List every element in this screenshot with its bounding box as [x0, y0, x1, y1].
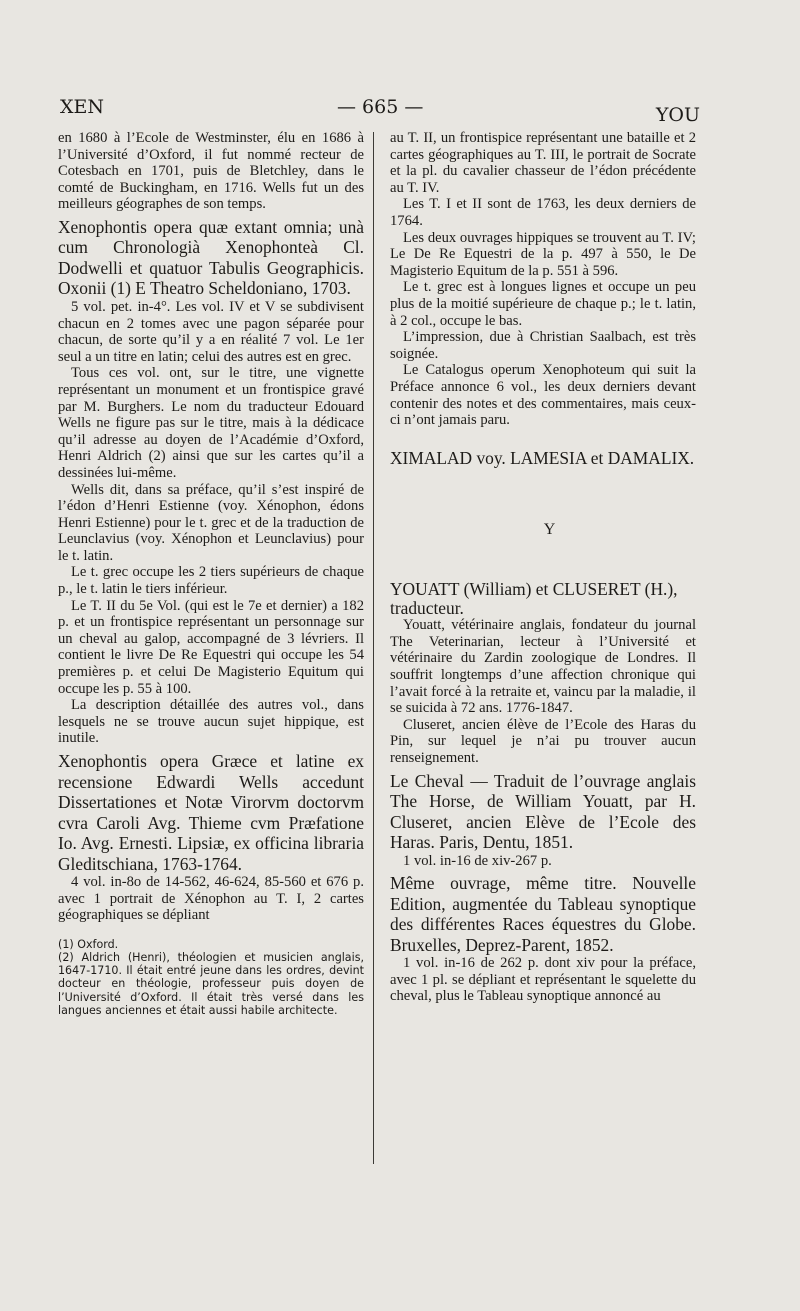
- bibliographic-entry: Xenophontis opera Græce et latine ex recensione Edwardi Wells accedunt Dissertationes et Notæ Virorvm doctorvm cvra Caroli Avg. Thieme cvm Præfatione Io. Avg. Ernesti. Lipsiæ, ex officina libraria Gleditschiana, 1763-1764.: [58, 751, 364, 874]
- running-header: [60, 96, 700, 126]
- paragraph: La description détaillée des autres vol., dans lesquels ne se trouve aucun sujet hippique, est inutile.: [58, 697, 364, 747]
- section-letter: Y: [543, 520, 556, 538]
- paragraph: Le t. grec occupe les 2 tiers supérieurs de chaque p., le t. latin le tiers inférieur.: [58, 564, 364, 598]
- author-heading: YOUATT (William) et CLUSERET (H.), traducteur.: [390, 579, 678, 618]
- column-divider: [373, 132, 374, 1164]
- header-left: XEN: [60, 96, 105, 118]
- paragraph: au T. II, un frontispice représentant une bataille et 2 cartes géographiques au T. III, le portrait de Socrate et la pl. du cavalier chasseur de l’édon précédente au T. IV.: [390, 130, 696, 196]
- paragraph: en 1680 à l’Ecole de Westminster, élu en 1686 à l’Université d’Oxford, il fut nommé recteur de Cotesbach en 1701, puis de Bletchley, dans le comté de Buckingham, en 1716. Wells fut un des meilleurs géographes de son temps.: [58, 130, 364, 213]
- paragraph: 4 vol. in-8o de 14-562, 46-624, 85-560 et 676 p. avec 1 portrait de Xénophon au T. I, 2 cartes géographiques se dépliant: [58, 874, 364, 924]
- footnote: (1) Oxford.: [58, 937, 119, 951]
- paragraph: Youatt, vétérinaire anglais, fondateur du journal The Veterinarian, lecteur à l’Université et vétérinaire du Zardin zoologique de Londres. Il souffrit longtemps d’une affection chronique qui l’avait forcé à la retraite et, vaincu par la maladie, il se suicida à 72 ans. 1776-1847.: [390, 617, 696, 717]
- paragraph: 1 vol. in-16 de xiv-267 p.: [403, 852, 552, 869]
- cross-reference-entry: XIMALAD voy. LAMESIA et DAMALIX.: [390, 447, 695, 468]
- bibliographic-entry: Même ouvrage, même titre. Nouvelle Edition, augmentée du Tableau synoptique des différentes Races équestres du Globe. Bruxelles, Deprez-Parent, 1852.: [390, 873, 696, 955]
- page-number: — 665 —: [337, 96, 424, 118]
- paragraph: 5 vol. pet. in-4°. Les vol. IV et V se subdivisent chacun en 2 tomes avec une pagon séparée pour chacun, de sorte qu’il y a en réalité 7 vol. Le 1er seul a un titre en latin; celui des autres est en grec.: [58, 298, 364, 365]
- footnotes: [58, 938, 364, 1017]
- right-column: [390, 130, 696, 1005]
- bibliographic-entry: Le Cheval — Traduit de l’ouvrage anglais The Horse, de William Youatt, par H. Cluseret, ancien Elève de l’Ecole des Haras. Paris, Dentu, 1851.: [390, 770, 696, 853]
- paragraph: Wells dit, dans sa préface, qu’il s’est inspiré de l’édon d’Henri Estienne (voy. Xénophon, édons Henri Estienne) pour le t. grec et de la traduction de Leunclavius (voy. Xénophon et Leunclavius) pour le t. latin.: [58, 481, 364, 564]
- paragraph: Le t. grec est à longues lignes et occupe un peu plus de la moitié supérieure de chaque p.; le t. latin, à 2 col., occupe le bas.: [390, 279, 696, 329]
- paragraph: Les T. I et II sont de 1763, les deux derniers de 1764.: [390, 196, 696, 229]
- paragraph: Le Catalogus operum Xenophoteum qui suit la Préface annonce 6 vol., les deux derniers devant contenir des notes et des commentaires, mais ceux-ci n’ont jamais paru.: [390, 362, 696, 429]
- paragraph: 1 vol. in-16 de 262 p. dont xiv pour la préface, avec 1 pl. se dépliant et représentant le squelette du cheval, plus le Tableau synoptique annoncé au: [390, 955, 696, 1005]
- paragraph: Tous ces vol. ont, sur le titre, une vignette représentant un monument et un frontispice gravé par M. Burghers. Le nom du traducteur Edouard Wells ne figure pas sur le titre, mais à la dédicace qu’il adresse au doyen de l’Académie d’Oxford, Henri Aldrich (2) ainsi que sur les cartes qu’il a dessinées lui-même.: [58, 365, 364, 481]
- footnote: (2) Aldrich (Henri), théologien et musicien anglais, 1647-1710. Il était entré jeune dans les ordres, devint docteur en théologie, professeur puis doyen de l’Université d’Oxford. Il était très versé dans les langues anciennes et était aussi habile architecte.: [58, 950, 364, 1017]
- paragraph: Le T. II du 5e Vol. (qui est le 7e et dernier) a 182 p. et un frontispice représentant un personnage sur un cheval au galop, accompagné de 3 lévriers. Il contient le livre De Re Equestri qui occupe les 54 premières p. et celui De Magisterio Equitum qui occupe les p. 55 à 100.: [58, 597, 364, 697]
- left-column: [58, 130, 364, 1017]
- bibliographic-entry: Xenophontis opera quæ extant omnia; unà cum Chronologià Xenophonteà Cl. Dodwelli et quatuor Tabulis Geographicis. Oxonii (1) E Theatro Scheldoniano, 1703.: [58, 216, 364, 299]
- paragraph: Cluseret, ancien élève de l’Ecole des Haras du Pin, sur lequel je n’ai pu trouver aucun renseignement.: [390, 716, 696, 767]
- paragraph: Les deux ouvrages hippiques se trouvent au T. IV; Le De Re Equestri de la p. 497 à 550, le De Magisterio Equitum de la p. 551 à 596.: [390, 229, 696, 279]
- header-right: YOU: [655, 104, 700, 126]
- paragraph: L’impression, due à Christian Saalbach, est très soignée.: [390, 329, 696, 362]
